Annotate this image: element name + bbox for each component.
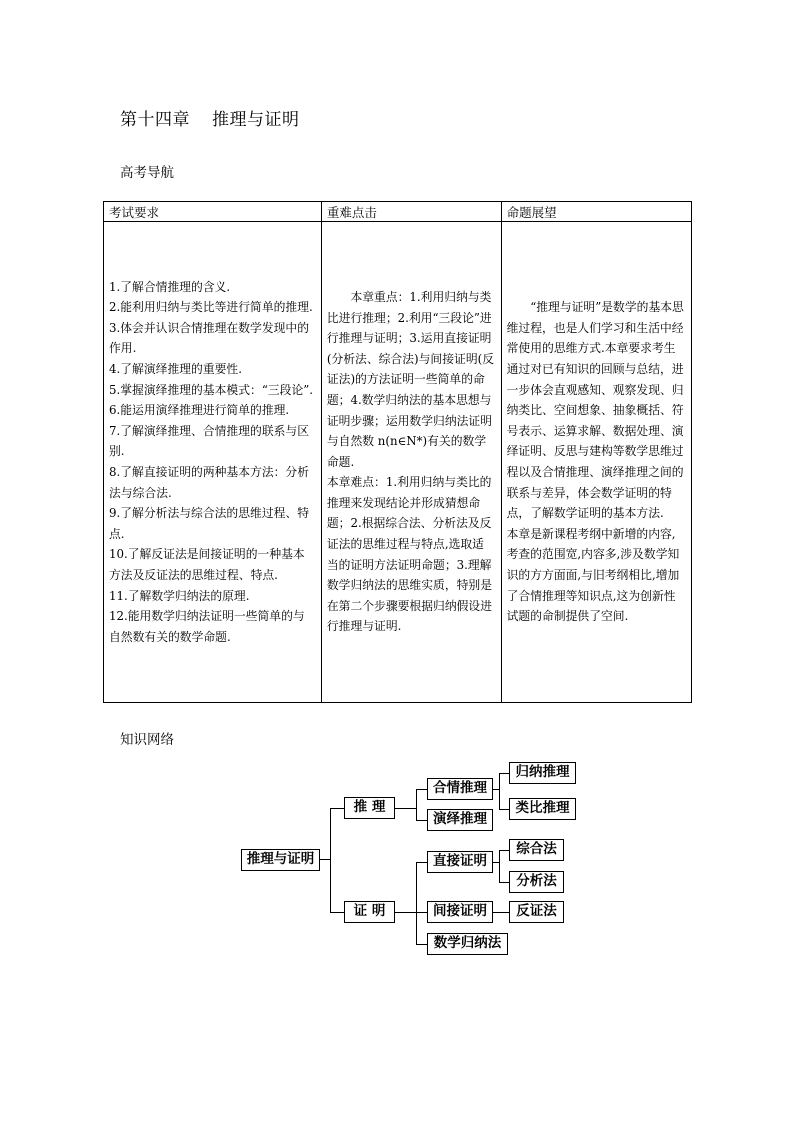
requirement-item: 10.了解反证法是间接证明的一种基本方法及反证法的思维过程、特点. bbox=[109, 547, 305, 582]
requirement-item: 3.体会并认识合情推理在数学发现中的作用. bbox=[109, 320, 310, 356]
node-direct-proof: 直接证明 bbox=[427, 851, 493, 873]
connector-line bbox=[416, 862, 417, 944]
connector-line bbox=[416, 862, 427, 863]
requirement-item: 12.能用数学归纳法证明一些简单的与自然数有关的数学命题. bbox=[109, 609, 305, 644]
header-key-points: 重难点击 bbox=[321, 202, 501, 222]
chapter-name: 推理与证明 bbox=[212, 110, 300, 130]
requirement-item: 8.了解直接证明的两种基本方法：分析法与综合法. bbox=[109, 465, 310, 500]
header-requirements: 考试要求 bbox=[104, 202, 322, 222]
connector-line bbox=[499, 809, 509, 810]
node-reasoning: 推 理 bbox=[344, 797, 395, 819]
connector-line bbox=[320, 859, 330, 860]
connector-line bbox=[416, 820, 427, 821]
node-analysis: 分析法 bbox=[509, 871, 564, 893]
section-knowledge-network: 知识网络 bbox=[120, 732, 174, 748]
connector-line bbox=[330, 808, 344, 809]
node-indirect-proof: 间接证明 bbox=[427, 901, 493, 923]
connector-line bbox=[395, 912, 416, 913]
key-points-paragraph: 本章重点：1.利用归纳与类比进行推理；2.利用“三段论”进行推理与证明；3.运用直接证明(分析法、综合法)与间接证明(反证法)的方法证明一些简单的命题；4.数学归纳法的基本思想与证明步骤；运用数学归纳法证明与自然数 n(n∈N*)有关的数学命题. bbox=[326, 289, 495, 469]
node-induction: 归纳推理 bbox=[509, 762, 576, 784]
connector-line bbox=[493, 912, 509, 913]
node-root: 推理与证明 bbox=[241, 849, 320, 871]
connector-line bbox=[395, 808, 416, 809]
node-synthesis: 综合法 bbox=[509, 839, 564, 861]
chapter-number: 第十四章 bbox=[120, 110, 190, 130]
section-exam-guide: 高考导航 bbox=[120, 165, 174, 181]
requirement-item: 4.了解演绎推理的重要性. bbox=[109, 362, 242, 377]
connector-line bbox=[416, 789, 417, 821]
node-deductive: 演绎推理 bbox=[427, 809, 493, 831]
requirement-item: 2.能利用归纳与类比等进行简单的推理. bbox=[109, 300, 313, 315]
node-contradiction: 反证法 bbox=[509, 901, 564, 923]
requirement-item: 7.了解演绎推理、合情推理的联系与区别. bbox=[109, 423, 310, 459]
requirement-item: 5.掌握演绎推理的基本模式：“三段论”. bbox=[109, 382, 314, 397]
requirement-item: 11.了解数学归纳法的原理. bbox=[109, 588, 250, 603]
connector-line bbox=[330, 808, 331, 913]
connector-line bbox=[416, 789, 427, 790]
node-analogy: 类比推理 bbox=[509, 798, 576, 820]
connector-line bbox=[416, 944, 427, 945]
node-proof: 证 明 bbox=[344, 901, 395, 923]
connector-line bbox=[499, 773, 509, 774]
requirement-item: 1.了解合情推理的含义. bbox=[109, 279, 231, 294]
requirement-item: 9.了解分析法与综合法的思维过程、特点. bbox=[109, 506, 310, 541]
connector-line bbox=[499, 882, 509, 883]
outlook-paragraph: 本章是新课程考纲中新增的内容,考查的范围宽,内容多,涉及数学知识的方方面面,与旧考纲相比,增加了合情推理等知识点,这为创新性试题的命制提供了空间. bbox=[506, 526, 680, 624]
connector-line bbox=[499, 773, 500, 810]
outlook-paragraph: “推理与证明”是数学的基本思维过程，也是人们学习和生活中经常使用的思维方式.本章要求考生通过对已有知识的回顾与总结，进一步体会直观感知、观察发现、归纳类比、空间想象、抽象概括、符号表示、运算求解、数据处理、演绎证明、反思与建构等数学思维过程以及合情推理、演绎推理之间的联系与差异，体会数学证明的特点，了解数学证明的基本方法. bbox=[506, 300, 684, 521]
connector-line bbox=[416, 912, 427, 913]
header-outlook: 命题展望 bbox=[501, 202, 691, 222]
requirement-item: 6.能运用演绎推理进行简单的推理. bbox=[109, 403, 290, 418]
connector-line bbox=[330, 912, 344, 913]
node-plausible-reasoning: 合情推理 bbox=[427, 778, 493, 800]
difficulties-paragraph: 本章难点：1.利用归纳与类比的推理来发现结论并形成猜想命题；2.根据综合法、分析法及反证法的思维过程与特点,选取适当的证明方法证明命题；3.理解数学归纳法的思维实质，特别是在第二个步骤要根据归纳假设进行推理与证明. bbox=[326, 475, 493, 634]
node-math-induction: 数学归纳法 bbox=[427, 933, 508, 955]
connector-line bbox=[499, 850, 509, 851]
connector-line bbox=[499, 850, 500, 883]
